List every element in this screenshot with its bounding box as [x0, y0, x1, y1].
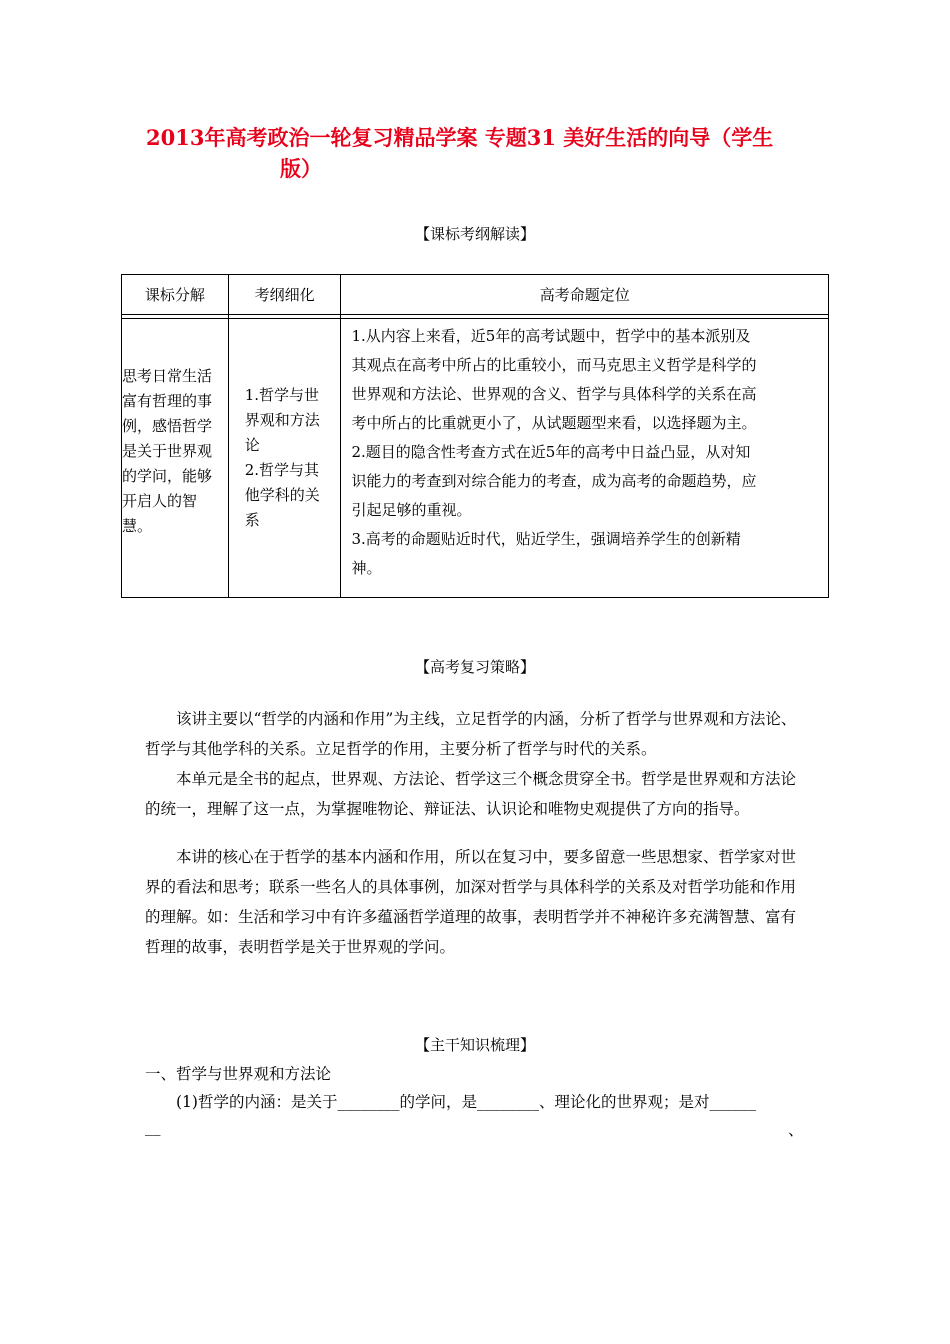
cell-line: 2.哲学与其 — [244, 461, 320, 479]
table-row — [122, 319, 829, 598]
outline-item-1-1: (1)哲学的内涵：是关于________的学问，是________、理论化的世界观；是对______ — [176, 1093, 756, 1111]
syllabus-table — [121, 274, 829, 598]
title-line-2: 版） — [280, 156, 322, 181]
strategy-paragraph-1: 该讲主要以“哲学的内涵和作用”为主线，立足哲学的内涵，分析了哲学与世界观和方法论、哲学与其他学科的关系。立足哲学的作用，主要分析了哲学与时代的关系。 — [145, 710, 797, 758]
section-heading-knowledge: 【主干知识梳理】 — [414, 1036, 535, 1054]
cell-line: 系 — [244, 511, 260, 529]
cell-line: 开启人的智 — [122, 491, 198, 510]
outline-continuation: __ — [145, 1118, 161, 1136]
cell-line: 思考日常生活 — [122, 366, 213, 385]
header-cell: 考纲细化 — [228, 275, 341, 315]
curriculum-cell — [122, 319, 229, 598]
cell-line: 引起足够的重视。 — [351, 501, 472, 519]
strategy-paragraph-2: 本单元是全书的起点，世界观、方法论、哲学这三个概念贯穿全书。哲学是世界观和方法论的统一，理解了这一点，为掌握唯物论、辩证法、认识论和唯物史观提供了方向的指导。 — [145, 770, 797, 818]
exam-position-cell — [341, 319, 829, 598]
cell-line: 富有哲理的事 — [122, 391, 213, 410]
cell-line: 世界观和方法论、世界观的含义、哲学与具体科学的关系在高 — [351, 385, 757, 403]
cell-line: 他学科的关 — [244, 486, 320, 504]
document-title — [130, 122, 820, 184]
cell-line: 识能力的考查到对综合能力的考查，成为高考的命题趋势，应 — [351, 472, 757, 490]
cell-line: 慧。 — [122, 516, 153, 535]
cell-line: 2.题目的隐含性考查方式在近5年的高考中日益凸显，从对知 — [351, 443, 751, 461]
header-cell: 课标分解 — [122, 275, 229, 315]
cell-line: 论 — [244, 436, 260, 454]
section-heading-syllabus: 【课标考纲解读】 — [414, 225, 535, 243]
cell-line: 其观点在高考中所占的比重较小，而马克思主义哲学是科学的 — [351, 356, 757, 374]
outline-item-1: 一、哲学与世界观和方法论 — [145, 1065, 332, 1083]
cell-line: 考中所占的比重就更小了，从试题题型来看，以选择题为主。 — [351, 414, 757, 432]
header-cell: 高考命题定位 — [341, 275, 829, 315]
cell-line: 神。 — [351, 559, 382, 577]
cell-line: 1.哲学与世 — [244, 386, 320, 404]
title-line-1: 2013年高考政治一轮复习精品学案 专题31 美好生活的向导（学生 — [146, 125, 774, 150]
cell-line: 的学问，能够 — [122, 466, 213, 485]
cell-line: 1.从内容上来看，近5年的高考试题中，哲学中的基本派别及 — [351, 327, 751, 345]
cell-line: 界观和方法 — [244, 411, 320, 429]
outline-cell — [228, 319, 341, 598]
cell-line: 3.高考的命题贴近时代，贴近学生，强调培养学生的创新精 — [351, 530, 741, 548]
cell-line: 是关于世界观 — [122, 441, 213, 460]
cell-line: 例，感悟哲学 — [122, 416, 213, 435]
section-heading-strategy: 【高考复习策略】 — [414, 658, 535, 676]
outline-continuation-mark: 、 — [788, 1121, 804, 1139]
strategy-paragraph-3: 本讲的核心在于哲学的基本内涵和作用，所以在复习中，要多留意一些思想家、哲学家对世界的看法和思考；联系一些名人的具体事例，加深对哲学与具体科学的关系及对哲学功能和作用的理解。如：生活和学习中有许多蕴涵哲学道理的故事，表明哲学并不神秘许多充满智慧、富有哲理的故事，表明哲学是关于世界观的学问。 — [145, 848, 797, 956]
table-header-row — [122, 275, 829, 315]
